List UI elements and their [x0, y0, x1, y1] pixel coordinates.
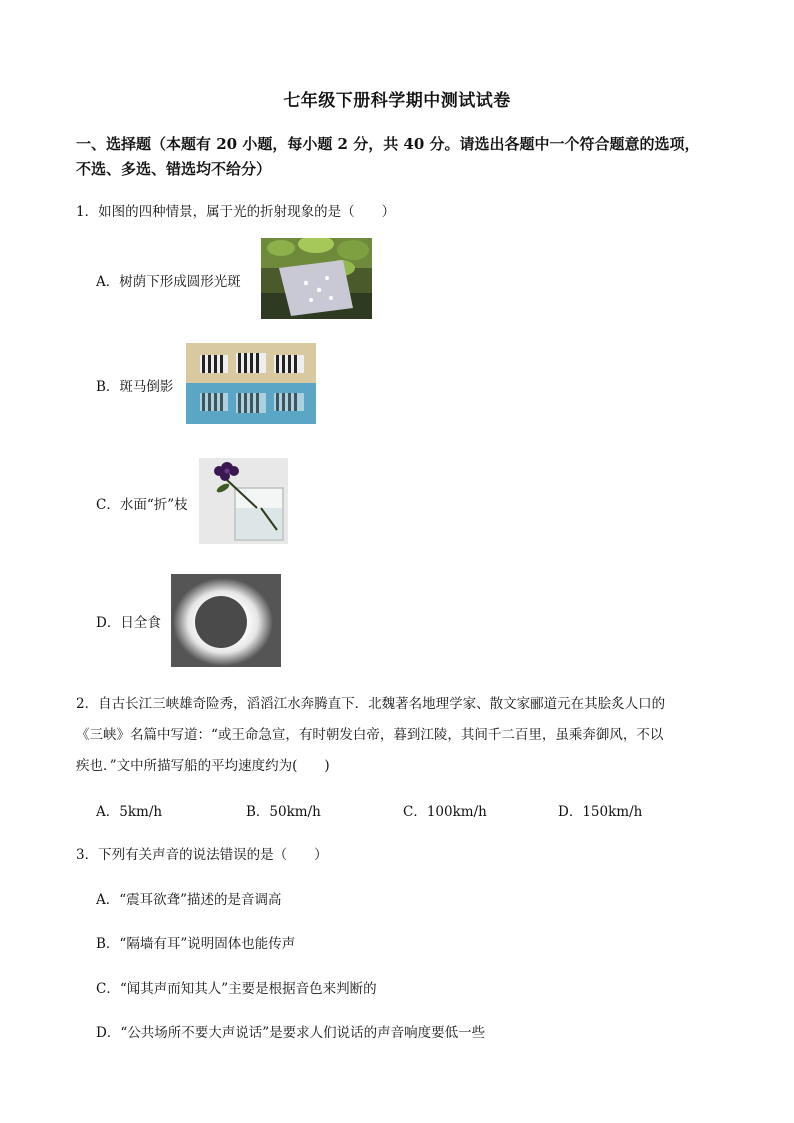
- q2-option-a: A．5km/h: [96, 804, 163, 820]
- q1-option-c: C．水面“折”枝: [96, 497, 188, 513]
- q1-option-b: B．斑马倒影: [96, 379, 174, 395]
- question-2-line3: 疾也．”文中所描写船的平均速度约为( ): [76, 758, 330, 774]
- q3-option-d: D．“公共场所不要大声说话”是要求人们说话的声音响度要低一些: [96, 1025, 486, 1041]
- q1-option-a: A．树荫下形成圆形光斑: [96, 274, 241, 290]
- page-title: 七年级下册科学期中测试试卷: [283, 91, 511, 111]
- q2-option-c: C．100km/h: [403, 804, 487, 820]
- section-heading-line2: 不选、多选、错选均不给分）: [76, 160, 272, 178]
- solar-eclipse-photo-icon: [171, 574, 281, 667]
- q1-option-d: D．日全食: [96, 615, 161, 631]
- q3-option-a: A．“震耳欲聋”描述的是音调高: [96, 892, 282, 908]
- flower-in-water-photo-icon: [199, 458, 288, 544]
- q3-option-b: B．“隔墙有耳”说明固体也能传声: [96, 936, 296, 952]
- question-2-line1: 2．自古长江三峡雄奇险秀，滔滔江水奔腾直下．北魏著名地理学家、散文家郦道元在其脍炙人口的: [76, 696, 666, 712]
- zebra-reflection-photo-icon: [186, 343, 316, 424]
- q2-option-d: D．150km/h: [558, 804, 643, 820]
- question-2-line2: 《三峡》名篇中写道：“或王命急宣，有时朝发白帝，暮到江陵，其间千二百里，虽乘奔御风，不以: [76, 727, 664, 743]
- section-heading-line1: 一、选择题（本题有 20 小题，每小题 2 分，共 40 分。请选出各题中一个符合题意的选项，: [76, 135, 700, 153]
- q2-option-b: B．50km/h: [246, 804, 321, 820]
- leaf-shadow-photo-icon: [261, 238, 372, 319]
- q3-option-c: C．“闻其声而知其人”主要是根据音色来判断的: [96, 981, 377, 997]
- question-3-stem: 3．下列有关声音的说法错误的是（ ）: [76, 847, 328, 863]
- question-1-stem: 1．如图的四种情景，属于光的折射现象的是（ ）: [76, 204, 396, 220]
